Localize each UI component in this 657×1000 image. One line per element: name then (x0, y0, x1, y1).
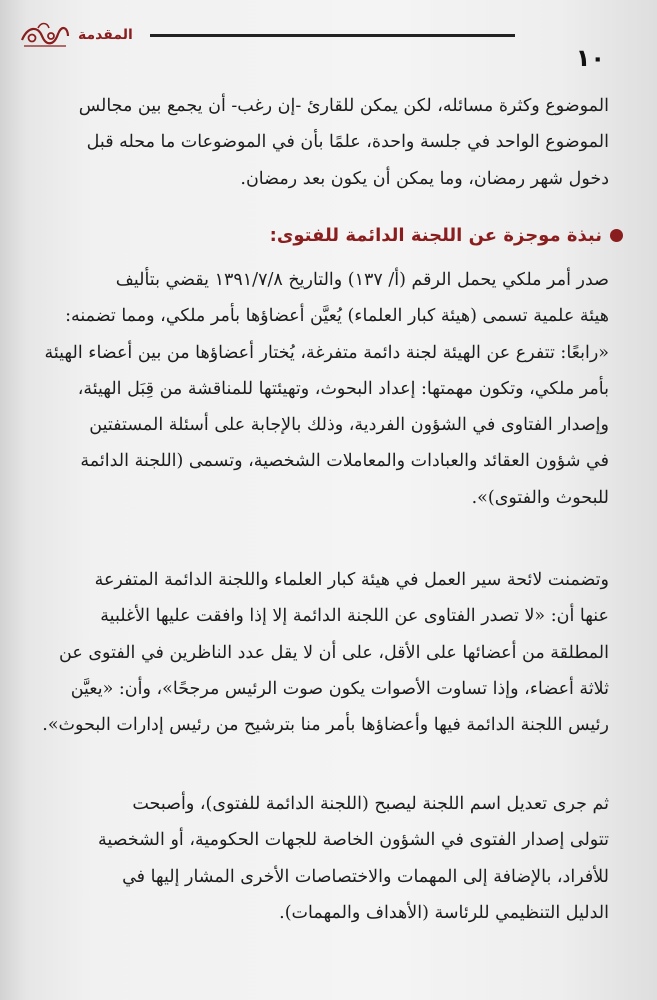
intro-paragraph (24, 88, 609, 197)
text-line: في شؤون العقائد والعبادات والمعاملات الشخصية، وتسمى (اللجنة الدائمة (80, 451, 609, 472)
text-line: بأمر ملكي، وتكون مهمتها: إعداد البحوث، وتهيئتها للمناقشة من قِبَل الهيئة، (77, 378, 609, 399)
section-heading-text: نبذة موجزة عن اللجنة الدائمة للفتوى: (269, 225, 602, 246)
text-line: هيئة علمية تسمى (هيئة كبار العلماء) يُعيَّن أعضاؤها بأمر ملكي، ومما تضمنه: (65, 306, 609, 327)
text-line: رئيس اللجنة الدائمة فيها وأعضاؤها بأمر منا بترشيح من رئيس إدارات البحوث». (42, 715, 609, 736)
paragraph-royal-decree (24, 262, 609, 516)
paragraph-regulations (24, 562, 609, 743)
text-line: وتضمنت لائحة سير العمل في هيئة كبار العلماء واللجنة الدائمة المتفرعة (94, 570, 609, 590)
text-line: الموضوع وكثرة مسائله، لكن يمكن للقارئ -إن رغب- أن يجمع بين مجالس (78, 96, 609, 116)
running-head (18, 18, 138, 52)
text-line: صدر أمر ملكي يحمل الرقم (أ/ ١٣٧) والتاريخ ١٣٩١/٧/٨ يقضي بتأليف (115, 270, 609, 290)
text-line: ثم جرى تعديل اسم اللجنة ليصبح (اللجنة الدائمة للفتوى)، وأصبحت (132, 794, 609, 814)
text-line: «رابعًا: تتفرع عن الهيئة لجنة دائمة متفرغة، يُختار أعضاؤها من بين أعضاء الهيئة (44, 342, 609, 363)
bullet-dot-icon (610, 229, 623, 242)
text-line: ثلاثة أعضاء، وإذا تساوت الأصوات يكون صوت الرئيس مرجحًا»، وأن: «يعيَّن (70, 678, 609, 699)
floral-ornament-icon (18, 18, 72, 52)
page-number: ١٠ (575, 44, 605, 72)
running-head-title: المقدمة (78, 27, 133, 43)
text-line: للبحوث والفتوى)». (471, 487, 609, 508)
text-line: دخول شهر رمضان، وما يمكن أن يكون بعد رمضان. (240, 168, 609, 189)
text-line: الموضوع الواحد في جلسة واحدة، علمًا بأن في الموضوعات ما محله قبل (86, 132, 609, 153)
text-line: عنها أن: «لا تصدر الفتاوى عن اللجنة الدائمة إلا إذا وافقت عليها الأغلبية (100, 606, 609, 627)
text-line: وإصدار الفتاوى في الشؤون الفردية، وذلك بالإجابة على أسئلة المستفتين (89, 415, 609, 436)
text-line: المطلقة من أعضائها على الأقل، على أن لا يقل عدد الناظرين في الفتوى عن (59, 642, 609, 663)
paragraph-renaming (24, 786, 609, 931)
header-rule (150, 34, 515, 37)
text-line: الدليل التنظيمي للرئاسة (الأهداف والمهمات). (279, 902, 609, 923)
text-line: للأفراد، بالإضافة إلى المهمات والاختصاصات الأخرى المشار إليها في (122, 866, 609, 887)
section-heading (24, 225, 623, 246)
text-line: تتولى إصدار الفتوى في الشؤون الخاصة للجهات الحكومية، أو الشخصية (97, 830, 609, 851)
